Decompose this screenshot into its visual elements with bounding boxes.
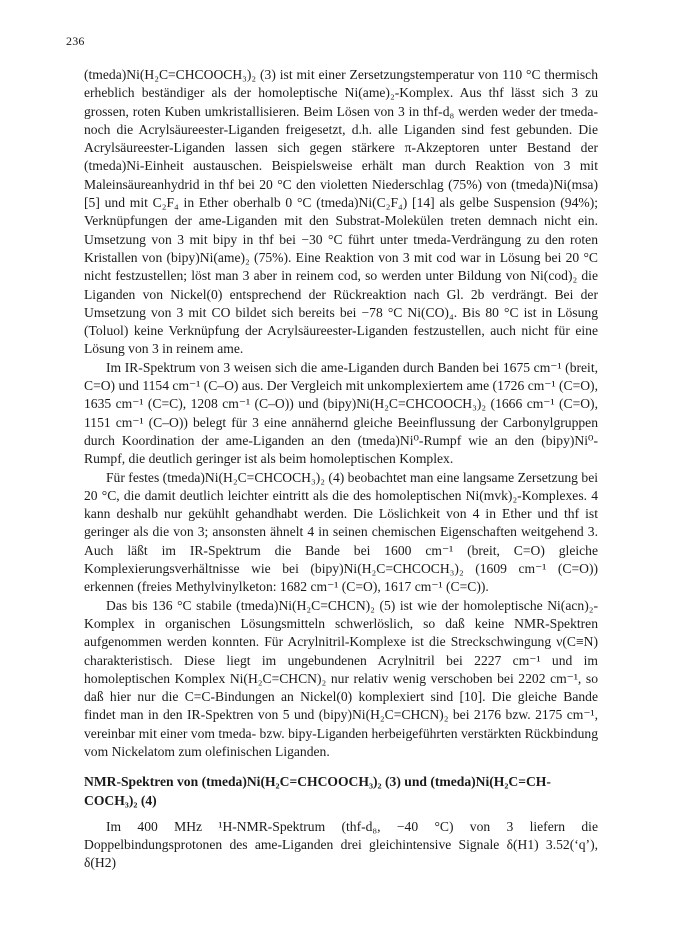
page-number: 236 bbox=[66, 34, 85, 48]
paragraph-5: Im 400 MHz ¹H-NMR-Spektrum (thf-d₈, −40 °C) von 3 liefern die Doppelbindungsprotonen des ame-Liganden drei gleichintensive Signale δ(H1) 3.52(‘q’), δ(H2) bbox=[84, 818, 598, 871]
paragraph-3: Für festes (tmeda)Ni(H₂C=CHCOCH₃)₂ (4) beobachtet man eine langsame Zersetzung bei 20 °C, die damit deutlich leichter eintritt als die des homoleptischen Ni(mvk)₂-Komplexes. 4 kann deshalb nur gekühlt gehandhabt werden. Die Löslichkeit von 4 in Ether und thf ist geringer als die von 3; ansonsten ähnelt 4 in seinen chemischen Eigenschaften weitgehend 3. Auch läßt im IR-Spektrum die Bande bei 1600 cm⁻¹ (breit, C=O) gleiche Komplexierungsverhältnisse wie bei (bipy)Ni(H₂C=CHCOCH₃)₂ (1609 cm⁻¹ (C=O)) erkennen (freies Methylvinylketon: 1682 cm⁻¹ (C=O), 1617 cm⁻¹ (C=C)). bbox=[84, 469, 598, 595]
section-heading: NMR-Spektren von (tmeda)Ni(H₂C=CHCOOCH₃)₂ (3) und (tmeda)Ni(H₂C=CH-COCH₃)₂ (4) bbox=[84, 774, 551, 808]
body-text bbox=[84, 66, 598, 873]
paragraph-2: Im IR-Spektrum von 3 weisen sich die ame-Liganden durch Banden bei 1675 cm⁻¹ (breit, C=O) und 1154 cm⁻¹ (C–O) aus. Der Vergleich mit unkomplexiertem ame (1726 cm⁻¹ (C=O), 1635 cm⁻¹ (C=C), 1208 cm⁻¹ (C–O)) und (bipy)Ni(H₂C=CHCOOCH₃)₂ (1666 cm⁻¹ (C=O), 1151 cm⁻¹ (C–O)) belegt für 3 eine annähernd gleiche Beeinflussung der Carbonylgruppen durch Koordination der ame-Liganden an den (tmeda)Ni⁰-Rumpf wie an den (bipy)Ni⁰-Rumpf, die deutlich geringer ist als beim homoleptischen Komplex. bbox=[84, 359, 598, 467]
paragraph-4: Das bis 136 °C stabile (tmeda)Ni(H₂C=CHCN)₂ (5) ist wie der homoleptische Ni(acn)₂-Komplex in organischen Lösungsmitteln schwerlöslich, so daß keine NMR-Spektren aufgenommen werden konnten. Für Acrylnitril-Komplexe ist die Streckschwingung ν(C≡N) charakteristisch. Diese liegt im ungebundenen Acrylnitril bei 2227 cm⁻¹ und im homoleptischen Komplex Ni(H₂C=CHCN)₂ nur relativ wenig verschoben bei 2202 cm⁻¹, so daß hier nur die C=C-Bindungen an Nickel(0) komplexiert sind [10]. Die gleiche Bande findet man in den IR-Spektren von 5 und (bipy)Ni(H₂C=CHCN)₂ bei 2176 bzw. 2175 cm⁻¹, vereinbar mit einer vom tmeda- bzw. bipy-Liganden herbeigeführten verstärkten Rückbindung vom Nickelatom zum olefinischen Liganden. bbox=[84, 597, 598, 759]
paragraph-1: (tmeda)Ni(H₂C=CHCOOCH₃)₂ (3) ist mit einer Zersetzungstemperatur von 110 °C thermisch erheblich beständiger als der homoleptische Ni(ame)₂-Komplex. Aus thf lässt sich 3 zu grossen, roten Kuben umkristallisieren. Beim Lösen von 3 in thf-d₈ werden weder der tmeda- noch die Acrylsäureester-Liganden freigesetzt, d.h. alle Liganden sind fest gebunden. Die Acrylsäureester-Liganden lassen sich gegen stärkere π-Akzeptoren unter Bestand der (tmeda)Ni-Einheit austauschen. Beispielsweise erhält man durch Reaktion von 3 mit Maleinsäureanhydrid in thf bei 20 °C den violetten Niederschlag (75%) von (tmeda)Ni(msa) [5] und mit C₂F₄ in Ether oberhalb 0 °C (tmeda)Ni(C₂F₄) [14] als gelbe Suspension (94%); Verknüpfungen der ame-Liganden mit den Substrat-Molekülen treten demnach nicht ein. Umsetzung von 3 mit bipy in thf bei −30 °C führt unter tmeda-Verdrängung zu den roten Kristallen von (bipy)Ni(ame)₂ (75%). Eine Reaktion von 3 mit cod war in Lösung bei 20 °C nicht festzustellen; löst man 3 aber in reinem cod, so werden unter Bildung von Ni(cod)₂ die Liganden von Nickel(0) entsprechend der Rückreaktion nach Gl. 2b verdrängt. Bei der Umsetzung von 3 mit CO bildet sich bereits bei −78 °C Ni(CO)₄. Bis 80 °C ist in Lösung (Toluol) keine Verknüpfung der Acrylsäureester-Liganden festzustellen, auch nicht für eine Lösung von 3 in reinem ame. bbox=[84, 67, 598, 357]
